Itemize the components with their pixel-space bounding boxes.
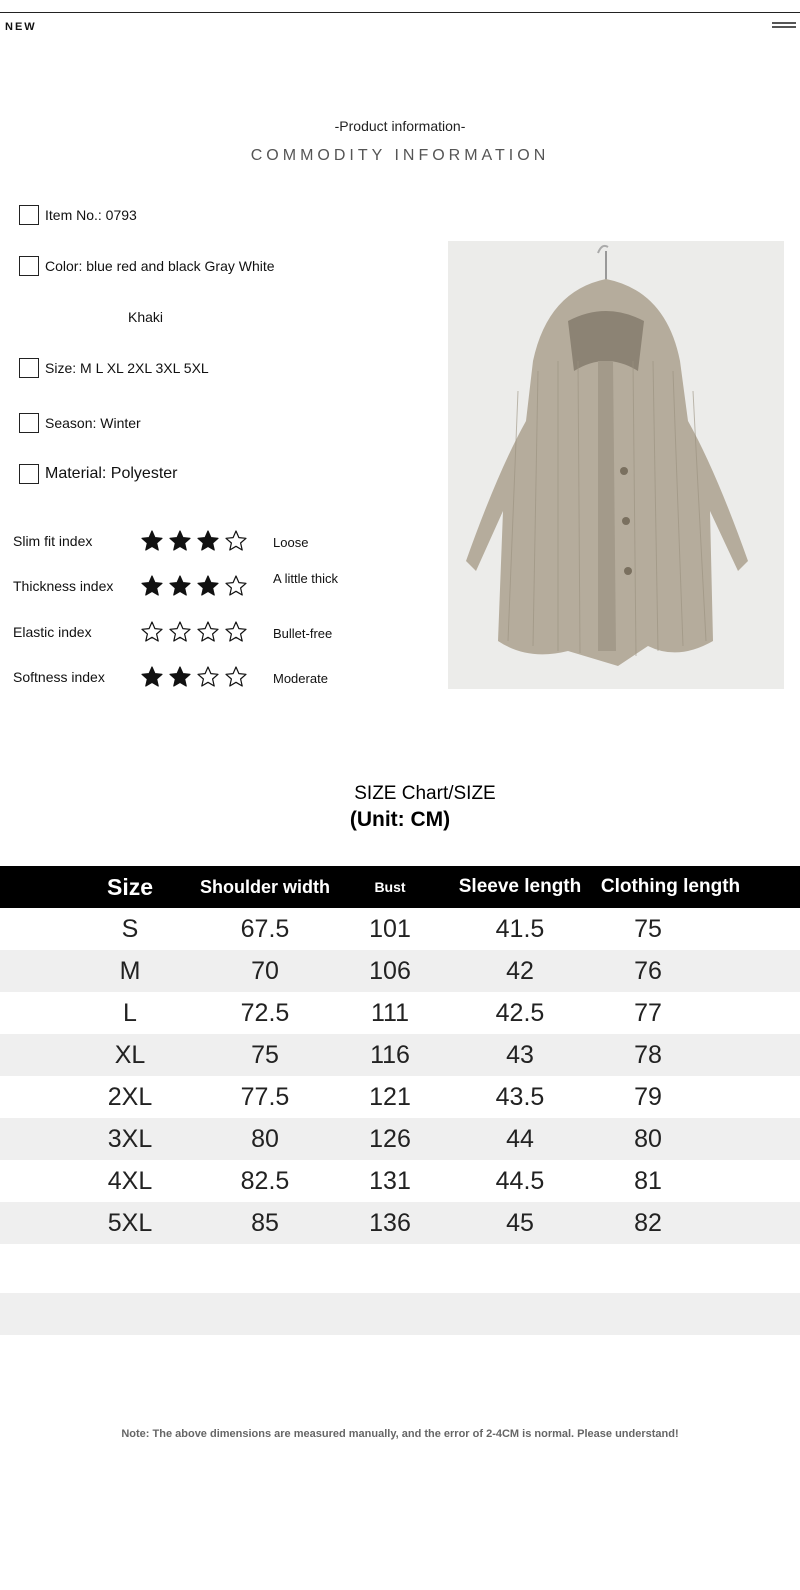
slim-fit-rating: [140, 529, 248, 553]
star-empty-icon: [140, 620, 164, 644]
info-color: [19, 256, 275, 276]
star-filled-icon: [168, 574, 192, 598]
table-cell: 45: [506, 1208, 534, 1237]
table-cell: 106: [369, 956, 411, 985]
table-cell: 42: [506, 956, 534, 985]
info-label: Material: Polyester: [45, 465, 178, 482]
table-row: [0, 1118, 800, 1160]
thickness-rating: [140, 574, 248, 598]
info-item-number: [19, 205, 137, 225]
size-chart-title: SIZE Chart/SIZE: [354, 783, 496, 804]
table-row: [0, 1076, 800, 1118]
star-filled-icon: [196, 529, 220, 553]
table-cell: 76: [634, 956, 662, 985]
elastic-rating: [140, 620, 248, 644]
table-row: [0, 950, 800, 992]
table-cell: 2XL: [107, 1082, 153, 1111]
table-cell: 44: [506, 1124, 534, 1153]
star-empty-icon: [224, 665, 248, 689]
table-row: [0, 1034, 800, 1076]
table-cell: 85: [251, 1208, 279, 1237]
column-header-sleeve: Sleeve length: [458, 876, 582, 897]
star-filled-icon: [168, 665, 192, 689]
table-cell: 75: [251, 1040, 279, 1069]
table-cell: 121: [369, 1082, 411, 1111]
star-filled-icon: [140, 665, 164, 689]
checkbox-icon: [19, 464, 39, 484]
table-cell: 80: [634, 1124, 662, 1153]
table-cell: 80: [251, 1124, 279, 1153]
table-cell: 126: [369, 1124, 411, 1153]
index-label: Softness index: [13, 669, 105, 685]
star-empty-icon: [196, 620, 220, 644]
table-cell: 131: [369, 1166, 411, 1195]
star-filled-icon: [196, 574, 220, 598]
column-header-shoulder: Shoulder width: [200, 876, 330, 897]
table-cell: 116: [370, 1040, 410, 1069]
empty-table-row: [0, 1293, 800, 1335]
table-cell: XL: [114, 1040, 146, 1069]
table-cell: 79: [634, 1082, 662, 1111]
info-label: Color: blue red and black Gray White: [45, 258, 275, 274]
new-badge: NEW: [5, 21, 37, 33]
table-cell: 82.5: [240, 1166, 290, 1195]
info-label: Season: Winter: [45, 415, 141, 431]
column-header-bust: Bust: [374, 879, 406, 895]
table-cell: 70: [251, 956, 279, 985]
star-filled-icon: [168, 529, 192, 553]
info-label: Size: M L XL 2XL 3XL 5XL: [45, 360, 209, 376]
table-cell: 4XL: [107, 1166, 153, 1195]
table-cell: 82: [634, 1208, 662, 1237]
table-cell: 44.5: [495, 1166, 545, 1195]
checkbox-icon: [19, 256, 39, 276]
info-material: [19, 464, 178, 484]
info-color-continuation: Khaki: [128, 309, 164, 325]
table-cell: 5XL: [107, 1208, 153, 1237]
table-cell: 75: [634, 914, 662, 943]
table-cell: 41.5: [495, 914, 545, 943]
star-empty-icon: [168, 620, 192, 644]
table-cell: 3XL: [107, 1124, 153, 1153]
softness-rating: [140, 665, 248, 689]
table-cell: 81: [634, 1166, 662, 1195]
checkbox-icon: [19, 413, 39, 433]
size-chart-unit: (Unit: CM): [349, 808, 451, 831]
table-row: [0, 992, 800, 1034]
index-value: Bullet-free: [273, 626, 333, 641]
table-row: [0, 1202, 800, 1244]
table-cell: 42.5: [495, 998, 545, 1027]
star-empty-icon: [224, 574, 248, 598]
top-divider: [0, 12, 800, 13]
star-empty-icon: [224, 529, 248, 553]
section-subtitle: -Product information-: [334, 118, 466, 134]
table-cell: 77: [634, 998, 662, 1027]
info-size: [19, 358, 209, 378]
index-label: Slim fit index: [13, 533, 93, 549]
section-title: COMMODITY INFORMATION: [250, 147, 550, 164]
table-cell: M: [119, 956, 141, 985]
checkbox-icon: [19, 205, 39, 225]
table-row: [0, 908, 800, 950]
table-cell: 78: [634, 1040, 662, 1069]
table-cell: 43.5: [495, 1082, 545, 1111]
table-cell: 101: [369, 914, 411, 943]
index-value: Moderate: [273, 671, 328, 686]
table-row: [0, 1160, 800, 1202]
star-empty-icon: [224, 620, 248, 644]
table-cell: 77.5: [240, 1082, 290, 1111]
column-header-size: Size: [106, 873, 154, 900]
info-label: Item No.: 0793: [45, 207, 137, 223]
measurement-note: Note: The above dimensions are measured manually, and the error of 2-4CM is normal. Please understand!: [121, 1428, 679, 1440]
index-label: Thickness index: [13, 578, 114, 594]
index-value: Loose: [273, 535, 309, 550]
product-image: [448, 241, 784, 689]
table-cell: 43: [506, 1040, 534, 1069]
table-cell: 136: [369, 1208, 411, 1237]
index-value: A little thick: [273, 571, 339, 586]
star-filled-icon: [140, 574, 164, 598]
menu-icon[interactable]: [772, 22, 796, 32]
checkbox-icon: [19, 358, 39, 378]
table-cell: 67.5: [240, 914, 290, 943]
table-cell: 72.5: [240, 998, 290, 1027]
star-empty-icon: [196, 665, 220, 689]
table-cell: S: [121, 914, 139, 943]
table-cell: 111: [370, 998, 409, 1027]
star-filled-icon: [140, 529, 164, 553]
column-header-length: Clothing length: [600, 876, 741, 897]
info-season: [19, 413, 141, 433]
index-label: Elastic index: [13, 624, 92, 640]
size-table-header: [0, 866, 800, 908]
table-cell: L: [123, 998, 137, 1027]
